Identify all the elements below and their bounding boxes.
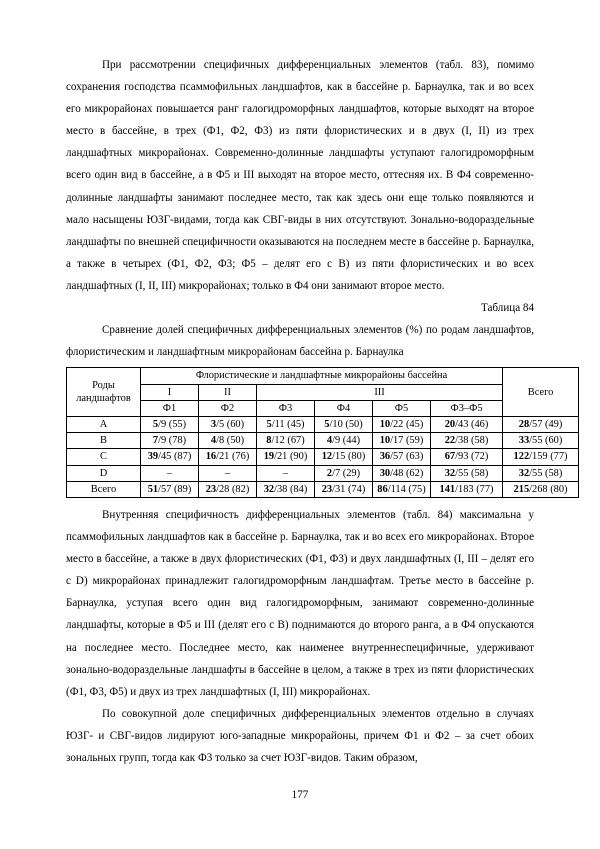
row-genus: C [67,449,141,465]
header-sub-f2: Ф2 [199,400,257,416]
table-caption: Сравнение долей специфичных дифференциальных элементов (%) по родам ландшафтов, флористическим и ландшафтным микрорайонам бассейна р. Барнаулка [66,324,534,359]
table-cell: 39/45 (87) [141,449,199,465]
row-total-cell: 33/55 (60) [503,433,579,449]
row-genus: D [67,465,141,481]
table-cell: 23/31 (74) [315,481,373,497]
table-cell: 32/55 (58) [431,465,503,481]
header-genus-line2: ландшафтов [76,393,131,405]
table-header-row-3 [67,400,579,416]
table-cell: 22/38 (58) [431,433,503,449]
header-sub-f3: Ф3 [257,400,315,416]
table-cell: 32/38 (84) [257,481,315,497]
table-cell: 141/183 (77) [431,481,503,497]
table-body [67,416,579,497]
header-genus-line1: Роды [92,379,115,391]
table-header-row-2 [67,384,579,400]
header-district-II: II [199,384,257,400]
table-cell: 4/9 (44) [315,433,373,449]
table-row [67,449,579,465]
table-row [67,481,579,497]
table-number-label: Таблица 84 [481,302,534,315]
table-cell: 30/48 (62) [373,465,431,481]
row-genus: Всего [67,481,141,497]
header-sub-f3-f5: Ф3–Ф5 [431,400,503,416]
table-header [67,368,579,417]
table-cell: 23/28 (82) [199,481,257,497]
table-cell: 4/8 (50) [199,433,257,449]
table-cell: 8/12 (67) [257,433,315,449]
table-cell: 36/57 (63) [373,449,431,465]
table-row [67,433,579,449]
header-district-III: III [257,384,503,400]
page-number: 177 [291,789,309,801]
table-row [67,416,579,432]
table-cell: 51/57 (89) [141,481,199,497]
table-cell: 67/93 (72) [431,449,503,465]
row-genus: A [67,416,141,432]
table-cell: 12/15 (80) [315,449,373,465]
table-cell: 19/21 (90) [257,449,315,465]
row-total-cell: 28/57 (49) [503,416,579,432]
table-cell: 10/17 (59) [373,433,431,449]
row-total-cell: 122/159 (77) [503,449,579,465]
header-district-I: I [141,384,199,400]
table-cell: 86/114 (75) [373,481,431,497]
row-total-cell: 32/55 (58) [503,465,579,481]
table-cell: – [257,465,315,481]
table-cell: – [199,465,257,481]
header-sub-f4: Ф4 [315,400,373,416]
row-genus: B [67,433,141,449]
page-content [66,54,568,769]
row-total-cell: 215/268 (80) [503,481,579,497]
paragraph-3: По совокупной доле специфичных дифференциальных элементов отдельно в случаях ЮЗГ- и СВГ-видов лидируют юго-западные микрорайоны, причем Ф1 и Ф2 – за счет обоих зональных групп, тогда как Ф3 только за счет ЮЗГ-видов. Таким образом, [66,707,534,764]
table-cell: – [141,465,199,481]
table-cell: 7/9 (78) [141,433,199,449]
header-sub-f5: Ф5 [373,400,431,416]
header-sub-f1: Ф1 [141,400,199,416]
table-cell: 10/22 (45) [373,416,431,432]
paragraph-2: Внутренняя специфичность дифференциальных элементов (табл. 84) максимальна у псаммофильных ландшафтов как в бассейне р. Барнаулка, так и во всех его микрорайонах. Второе место в бассейне, а также в двух флористических (Ф1, Ф3) и двух ландшафтных (I, III – делят его с D) микрорайонах принадлежит галогидроморфным ландшафтам. Третье место в бассейне р. Барнаулка, уступая всего один вид галогидроморфным, занимают современно-долинные ландшафты, которые в Ф5 и III (делят его с В) поднимаются до второго ранга, а в Ф4 опускаются на последнее место. Последнее место, как наименее внутреннеспецифичные, удерживают зонально-водораздельные ландшафты в бассейне в целом, а также в трех из пяти флористических (Ф1, Ф3, Ф5) и двух из трех ландшафтных (I, III) микрорайонах. [66,508,534,698]
table-cell: 16/21 (76) [199,449,257,465]
comparison-table [66,367,579,498]
table-cell: 20/43 (46) [431,416,503,432]
table-cell: 5/10 (50) [315,416,373,432]
table-cell: 5/11 (45) [257,416,315,432]
paragraph-1: При рассмотрении специфичных дифференциальных элементов (табл. 83), помимо сохранения господства псаммофильных ландшафтов, как в бассейне р. Барнаулка, так и во всех его микрорайонах повышается ранг галогидроморфных ландшафтов, которые выходят на второе место в бассейне, в трех (Ф1, Ф2, Ф3) из пяти флористических и в двух (I, II) из трех ландшафтных микрорайонах. Современно-долинные ландшафты уступают галогидроморфным всего один вид в бассейне, а в Ф5 и III выходят на второе место, оттесняя их. В Ф4 современно-долинные ландшафты занимают последнее место, так как здесь они еще только появляются и мало насыщены ЮЗГ-видами, тогда как СВГ-виды в них отсутствуют. Зонально-водораздельные ландшафты по внешней специфичности оказываются на последнем месте в бассейне р. Барнаулка, а также в четырех (Ф1, Ф2, Ф3; Ф5 – делят его с В) из пяти флористических и во всех ландшафтных (I, II, III) микрорайонах; только в Ф4 они занимают второе место. [66,59,534,292]
table-header-row-1 [67,368,579,384]
header-genus [67,368,141,417]
table-cell: 5/9 (55) [141,416,199,432]
table-cell: 3/5 (60) [199,416,257,432]
header-total: Всего [503,368,579,417]
header-group-title: Флористические и ландшафтные микрорайоны бассейна [141,368,503,384]
table-cell: 2/7 (29) [315,465,373,481]
table-row [67,465,579,481]
